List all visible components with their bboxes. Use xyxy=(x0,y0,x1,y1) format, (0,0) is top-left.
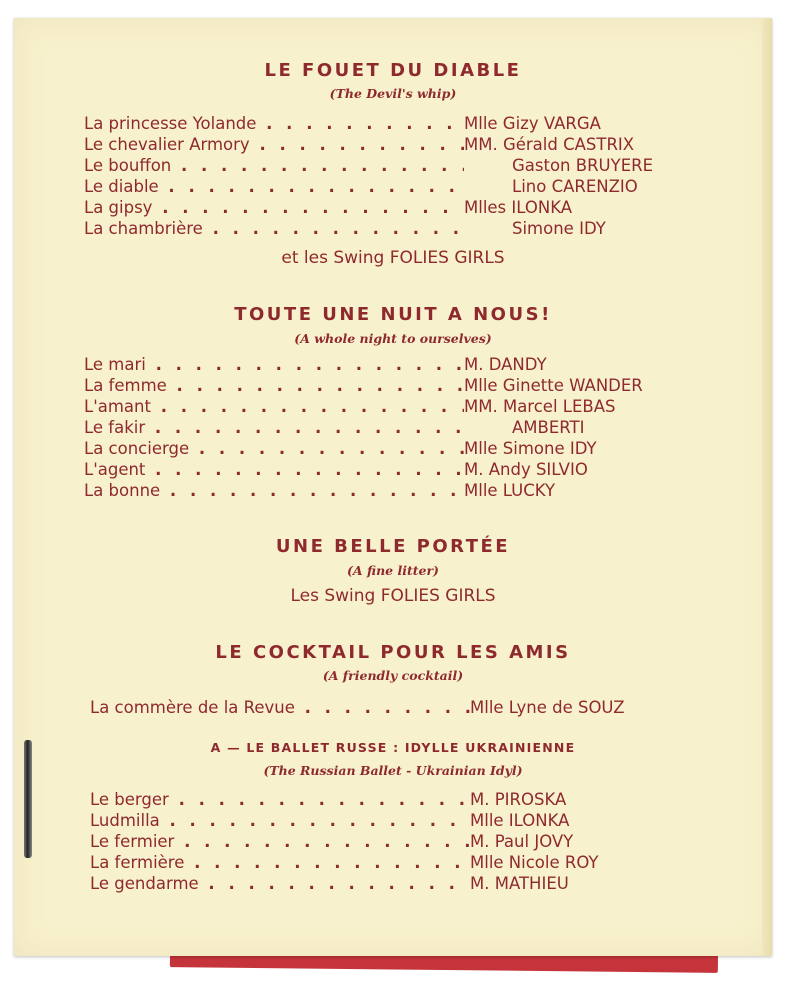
cast-row xyxy=(90,811,750,832)
cast-row xyxy=(90,832,750,853)
cast-list xyxy=(84,355,744,502)
cast-row xyxy=(90,698,750,719)
cast-list xyxy=(90,698,750,719)
actor-name: Lino CARENZIO xyxy=(512,177,638,196)
role-name: Le diable . . . xyxy=(84,177,464,196)
role-name: Le berger . . . xyxy=(90,790,470,809)
cast-row xyxy=(90,790,750,811)
actor-name: Mlle Ginette WANDER xyxy=(464,376,643,395)
role-name: Le fakir . . . xyxy=(84,418,464,437)
role-name: La chambrière . . . xyxy=(84,219,464,238)
actor-name: Mlle Simone IDY xyxy=(464,439,597,458)
cast-list xyxy=(84,114,744,240)
cast-row xyxy=(90,853,750,874)
actor-name: MM. Marcel LEBAS xyxy=(464,397,616,416)
cast-row xyxy=(84,355,744,376)
cast-row xyxy=(84,198,744,219)
cast-row xyxy=(84,439,744,460)
actor-name: M. PIROSKA xyxy=(470,790,567,809)
role-name: Ludmilla . . . xyxy=(90,811,470,830)
actor-name: Mlle Lyne de SOUZ xyxy=(470,698,625,717)
cast-row xyxy=(84,418,744,439)
cast-row xyxy=(84,156,744,177)
section-subtitle: (A fine litter) xyxy=(347,563,439,578)
section-subtitle: (The Russian Ballet - Ukrainian Idyl) xyxy=(263,763,523,778)
cast-row xyxy=(90,874,750,895)
page-content xyxy=(14,18,772,956)
role-name: La femme . . . xyxy=(84,376,464,395)
role-name: La gipsy . . . xyxy=(84,198,464,217)
role-name: Le mari . . . xyxy=(84,355,464,374)
section-title: LE FOUET DU DIABLE xyxy=(264,60,522,81)
cast-list xyxy=(90,790,750,895)
role-name: La bonne . . . xyxy=(84,481,464,500)
actor-name: Mlle ILONKA xyxy=(470,811,570,830)
role-name: L'agent . . . xyxy=(84,460,464,479)
section-title: UNE BELLE PORTÉE xyxy=(275,536,511,557)
section-subtitle: (A whole night to ourselves) xyxy=(294,331,492,346)
actor-name: M. MATHIEU xyxy=(470,874,569,893)
cast-row xyxy=(84,460,744,481)
actor-name: AMBERTI xyxy=(512,418,585,437)
actor-name: Mlle LUCKY xyxy=(464,481,556,500)
cast-row xyxy=(84,219,744,240)
cast-row xyxy=(84,481,744,502)
role-name: Le bouffon . . . xyxy=(84,156,464,175)
actor-name: M. Paul JOVY xyxy=(470,832,574,851)
actor-name: MM. Gérald CASTRIX xyxy=(464,135,635,154)
cast-row xyxy=(84,397,744,418)
section-title: TOUTE UNE NUIT A NOUS! xyxy=(234,304,552,325)
role-name: La concierge . . . xyxy=(84,439,464,458)
section-title: A — LE BALLET RUSSE : IDYLLE UKRAINIENNE xyxy=(210,740,576,755)
role-name: L'amant . . . xyxy=(84,397,464,416)
actor-name: Mlles ILONKA xyxy=(464,198,573,217)
section-title: LE COCKTAIL POUR LES AMIS xyxy=(215,642,571,663)
role-name: La commère de la Revue . . . xyxy=(90,698,470,717)
section-subtitle: (A friendly cocktail) xyxy=(322,668,464,683)
role-name: La fermière . . . xyxy=(90,853,470,872)
role-name: Le gendarme . . . xyxy=(90,874,470,893)
actor-name: Mlle Gizy VARGA xyxy=(464,114,601,133)
section-closing: et les Swing FOLIES GIRLS xyxy=(281,248,505,268)
cast-row xyxy=(84,177,744,198)
cast-row xyxy=(84,114,744,135)
role-name: Le fermier . . . xyxy=(90,832,470,851)
role-name: Le chevalier Armory . . . xyxy=(84,135,464,154)
program-page xyxy=(14,18,772,956)
actor-name: Mlle Nicole ROY xyxy=(470,853,599,872)
section-subtitle: (The Devil's whip) xyxy=(329,86,457,101)
actor-name: Simone IDY xyxy=(512,219,606,238)
actor-name: Gaston BRUYERE xyxy=(512,156,654,175)
role-name: La princesse Yolande . . . xyxy=(84,114,464,133)
actor-name: M. DANDY xyxy=(464,355,547,374)
cast-row xyxy=(84,376,744,397)
section-performers: Les Swing FOLIES GIRLS xyxy=(290,586,496,606)
actor-name: M. Andy SILVIO xyxy=(464,460,588,479)
cast-row xyxy=(84,135,744,156)
